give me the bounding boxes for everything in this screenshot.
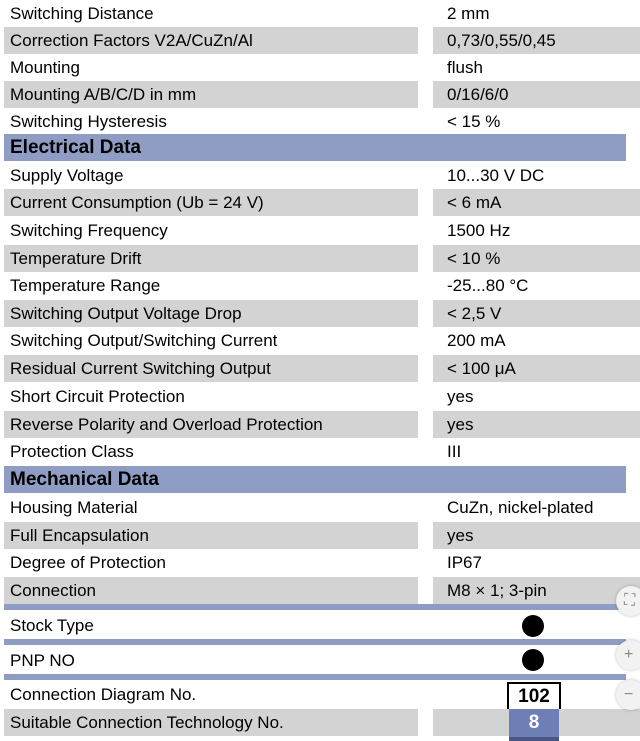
filled-circle-icon (522, 649, 544, 671)
pnp-no-row (0, 647, 640, 674)
spec-value: < 6 mA (447, 193, 502, 212)
spec-value: -25...80 °C (447, 276, 529, 295)
spec-row (0, 81, 640, 108)
spec-row (0, 438, 640, 465)
connection-diagram-number: 102 (507, 682, 561, 711)
spec-label: Degree of Protection (10, 553, 166, 572)
spec-label: Switching Frequency (10, 221, 168, 240)
spec-row (0, 494, 640, 521)
spec-label: Connection (10, 581, 97, 600)
spec-row (0, 189, 640, 216)
mechanical-data-header (4, 466, 626, 493)
spec-row (0, 327, 640, 354)
spec-label: Switching Output/Switching Current (10, 331, 278, 350)
spec-value: 2 mm (447, 4, 490, 23)
spec-value: < 100 μA (447, 359, 516, 378)
spec-value: M8 × 1; 3-pin (447, 581, 547, 600)
spec-label: Temperature Drift (10, 249, 142, 268)
spec-value: flush (447, 58, 483, 77)
spec-row (0, 108, 640, 135)
spec-label: Correction Factors V2A/CuZn/Al (10, 31, 253, 50)
spec-value: 200 mA (447, 331, 506, 350)
section-title: Mechanical Data (10, 469, 159, 490)
spec-value: < 15 % (447, 112, 501, 131)
section-divider (4, 604, 626, 610)
pnp-no-label: PNP NO (10, 651, 75, 670)
spec-value: 0,73/0,55/0,45 (447, 31, 556, 50)
spec-label: Housing Material (10, 498, 138, 517)
spec-value: IP67 (447, 553, 482, 572)
spec-row (0, 355, 640, 382)
spec-row (0, 383, 640, 410)
filled-circle-icon (522, 615, 544, 637)
spec-row (0, 245, 640, 272)
spec-label: Mounting A/B/C/D in mm (10, 85, 197, 104)
spec-row (0, 272, 640, 299)
spec-label: Short Circuit Protection (10, 387, 185, 406)
electrical-data-header (4, 134, 626, 161)
spec-row (0, 522, 640, 549)
spec-row (0, 300, 640, 327)
connection-technology-label: Suitable Connection Technology No. (10, 713, 284, 732)
spec-row (0, 0, 640, 27)
zoom-in-icon[interactable]: + (616, 640, 640, 670)
spec-label: Protection Class (10, 442, 134, 461)
spec-label: Reverse Polarity and Overload Protection (10, 415, 323, 434)
connection-diagram-label: Connection Diagram No. (10, 685, 197, 704)
spec-value: III (447, 442, 462, 461)
spec-label: Temperature Range (10, 276, 161, 295)
spec-label: Switching Distance (10, 4, 154, 23)
spec-value: 0/16/6/0 (447, 85, 509, 104)
spec-label: Current Consumption (Ub = 24 V) (10, 193, 264, 212)
zoom-out-icon[interactable]: − (616, 680, 640, 710)
spec-value: 1500 Hz (447, 221, 511, 240)
spec-row (0, 54, 640, 81)
spec-row (0, 411, 640, 438)
spec-label: Supply Voltage (10, 166, 124, 185)
fit-view-icon[interactable]: ⛶ (616, 586, 640, 616)
spec-value: CuZn, nickel-plated (447, 498, 594, 517)
spec-value: 10...30 V DC (447, 166, 545, 185)
section-divider (4, 674, 626, 680)
spec-label: Mounting (10, 58, 80, 77)
spec-label: Residual Current Switching Output (10, 359, 271, 378)
spec-label: Switching Hysteresis (10, 112, 167, 131)
stock-type-label: Stock Type (10, 616, 94, 635)
stock-type-row (0, 612, 640, 639)
spec-row (0, 217, 640, 244)
spec-label: Full Encapsulation (10, 526, 149, 545)
spec-value: yes (447, 526, 474, 545)
connection-technology-number-tail (509, 737, 559, 741)
section-divider (4, 639, 626, 645)
connection-technology-number: 8 (509, 709, 559, 737)
spec-row (0, 577, 640, 604)
spec-value: yes (447, 387, 474, 406)
spec-row (0, 549, 640, 576)
spec-value: yes (447, 415, 474, 434)
spec-value: < 2,5 V (447, 304, 502, 323)
spec-value: < 10 % (447, 249, 501, 268)
section-title: Electrical Data (10, 137, 141, 158)
spec-label: Switching Output Voltage Drop (10, 304, 242, 323)
spec-row (0, 162, 640, 189)
spec-row (0, 27, 640, 54)
